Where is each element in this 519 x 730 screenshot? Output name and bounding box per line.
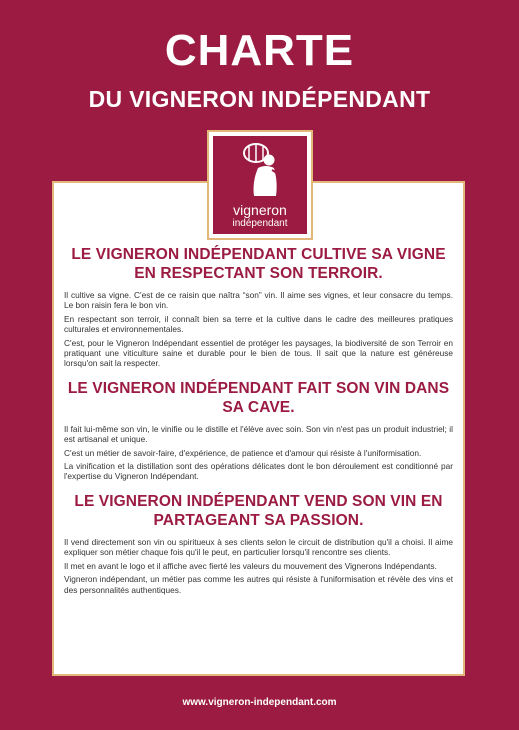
section-winemaking bbox=[64, 379, 453, 482]
section-cultivate bbox=[64, 245, 453, 369]
section-paragraph: Il vend directement son vin ou spiritueux à ses clients selon le circuit de distribution qu'il a choisi. Il aime expliquer son métier chaque fois qu'il le peut, en particulier lorsqu'il rencontre ses clients. bbox=[64, 536, 453, 558]
section-heading: LE VIGNERON INDÉPENDANT VEND SON VIN EN PARTAGEANT SA PASSION. bbox=[74, 492, 443, 529]
logo-panel bbox=[213, 136, 307, 234]
charter-content bbox=[64, 245, 453, 605]
page-subtitle: DU VIGNERON INDÉPENDANT bbox=[88, 86, 431, 112]
charter-card bbox=[52, 181, 465, 676]
vigneron-logo bbox=[207, 130, 313, 240]
logo-text-independant: indépendant bbox=[232, 218, 288, 229]
winemaker-with-barrel-icon bbox=[236, 140, 288, 200]
section-paragraph: C'est un métier de savoir-faire, d'expérience, de patience et d'amour qui résiste à l'uniformisation. bbox=[64, 447, 422, 458]
section-paragraph: Vigneron indépendant, un métier pas comme les autres qui résiste à l'uniformisation et révèle des vins et des personnalités authentiques. bbox=[64, 574, 453, 595]
section-paragraph: La vinification et la distillation sont des opérations délicates dont le bon déroulement est conditionné par l'expertise du Vigneron Indépendant. bbox=[64, 461, 453, 482]
section-paragraph: Il cultive sa vigne. C'est de ce raisin que naîtra “son” vin. Il aime ses vignes, et leur consacre du temps. Le bon raisin fera le bon vin. bbox=[64, 290, 453, 311]
logo-text-vigneron: vigneron bbox=[233, 202, 287, 218]
section-paragraph: Il met en avant le logo et il affiche avec fierté les valeurs du mouvement des Vignerons Indépendants. bbox=[64, 560, 437, 571]
section-heading: LE VIGNERON INDÉPENDANT CULTIVE SA VIGNE EN RESPECTANT SON TERROIR. bbox=[71, 246, 446, 282]
footer-url[interactable]: www.vigneron-independant.com bbox=[182, 697, 337, 708]
section-paragraph: C'est, pour le Vigneron Indépendant essentiel de protéger les paysages, la biodiversité de son Terroir en pratiquant une viticulture saine et durable pour le bien de tous. Il sait que la nature est généreuse lorsqu'on sait la respecter. bbox=[64, 337, 453, 369]
section-paragraph: Il fait lui-même son vin, le vinifie ou le distille et l'élève avec soin. Son vin n'est pas un produit industriel; il est artisanal et unique. bbox=[64, 423, 453, 445]
section-heading: LE VIGNERON INDÉPENDANT FAIT SON VIN DANS SA CAVE. bbox=[67, 379, 450, 416]
section-paragraph: En respectant son terroir, il connaît bien sa terre et la cultive dans le cadre des meilleures pratiques culturales et environnementales. bbox=[64, 313, 453, 335]
page-title: CHARTE bbox=[164, 26, 355, 75]
section-selling bbox=[64, 492, 453, 595]
